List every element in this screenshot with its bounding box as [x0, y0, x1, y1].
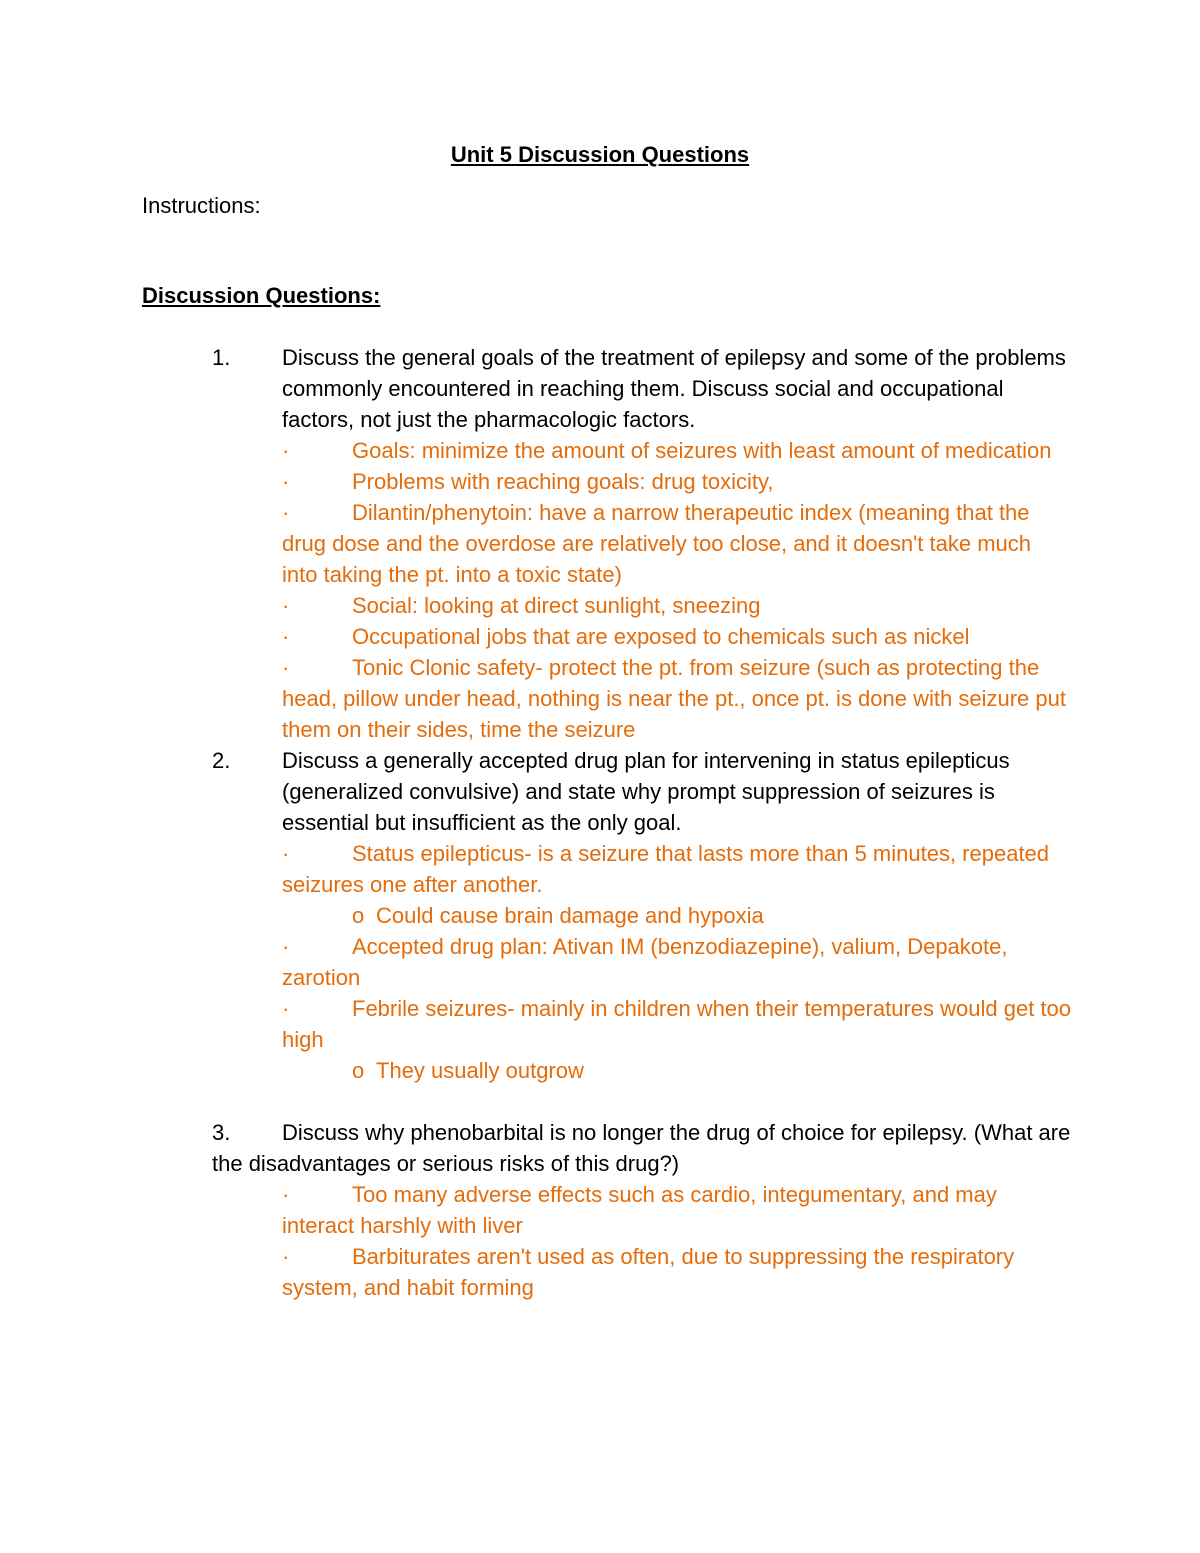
- bullet-marker: ·: [282, 438, 290, 463]
- answer-list: [212, 1179, 1072, 1303]
- answer-text: Accepted drug plan: Ativan IM (benzodiazepine), valium, Depakote, zarotion: [282, 934, 1008, 990]
- question-number: 2.: [212, 748, 231, 773]
- question-1: [212, 342, 1072, 745]
- question-text-block: [212, 745, 1072, 838]
- bullet-marker: ·: [282, 500, 290, 525]
- answer-text: Barbiturates aren't used as often, due to suppressing the respiratory system, and habit forming: [282, 1244, 1015, 1300]
- answer-item: [282, 838, 1072, 900]
- answer-text: Social: looking at direct sunlight, sneezing: [352, 593, 761, 618]
- bullet-marker: ·: [282, 841, 290, 866]
- bullet-marker: ·: [282, 1244, 290, 1269]
- sub-bullet-marker: o: [352, 1058, 365, 1083]
- answer-text: Dilantin/phenytoin: have a narrow therapeutic index (meaning that the drug dose and the overdose are relatively too close, and it doesn't take much into taking the pt. into a toxic state): [282, 500, 1031, 587]
- sub-answer-text: Could cause brain damage and hypoxia: [376, 903, 764, 928]
- answer-item: [282, 1241, 1072, 1303]
- sub-bullet-marker: o: [352, 903, 365, 928]
- spacer: [212, 1086, 1072, 1117]
- answer-item: [282, 497, 1072, 590]
- question-text-block: [212, 342, 1072, 435]
- question-number: 1.: [212, 345, 231, 370]
- bullet-marker: ·: [282, 996, 290, 1021]
- answer-item: [282, 466, 1072, 497]
- question-2: [212, 745, 1072, 1086]
- answer-list: [212, 838, 1072, 1086]
- bullet-marker: ·: [282, 593, 290, 618]
- answer-text: Status epilepticus- is a seizure that lasts more than 5 minutes, repeated seizures one after another.: [282, 841, 1050, 897]
- answer-item: [282, 931, 1072, 993]
- question-list: [212, 342, 1072, 1303]
- bullet-marker: ·: [282, 655, 290, 680]
- answer-text: Problems with reaching goals: drug toxicity,: [352, 469, 774, 494]
- question-3: [212, 1117, 1072, 1303]
- question-number: 3.: [212, 1120, 231, 1145]
- page-title: Unit 5 Discussion Questions: [450, 142, 750, 167]
- answer-item: [282, 590, 1072, 621]
- bullet-marker: ·: [282, 1182, 290, 1207]
- answer-item: [282, 993, 1072, 1055]
- answer-text: Goals: minimize the amount of seizures with least amount of medication: [352, 438, 1052, 463]
- sub-answer-item: [352, 1055, 1072, 1086]
- sub-answer-text: They usually outgrow: [376, 1058, 584, 1083]
- question-text-block: [212, 1117, 1072, 1179]
- answer-list: [212, 435, 1072, 745]
- question-text: Discuss the general goals of the treatment of epilepsy and some of the problems commonly encountered in reaching them. Discuss social and occupational factors, not just the pharmacologic factors.: [282, 345, 1066, 432]
- answer-item: [282, 1179, 1072, 1241]
- instructions-label: Instructions:: [142, 193, 261, 218]
- answer-item: [282, 621, 1072, 652]
- answer-text: Occupational jobs that are exposed to chemicals such as nickel: [352, 624, 970, 649]
- question-text: Discuss a generally accepted drug plan for intervening in status epilepticus (generalized convulsive) and state why prompt suppression of seizures is essential but insufficient as the only goal.: [282, 748, 1010, 835]
- question-text: Discuss why phenobarbital is no longer the drug of choice for epilepsy. (What are the disadvantages or serious risks of this drug?): [212, 1120, 1071, 1176]
- answer-text: Tonic Clonic safety- protect the pt. from seizure (such as protecting the head, pillow under head, nothing is near the pt., once pt. is done with seizure put them on their sides, time the seizure: [282, 655, 1066, 742]
- sub-answer-item: [352, 900, 1072, 931]
- section-heading: Discussion Questions:: [142, 283, 381, 308]
- answer-text: Febrile seizures- mainly in children when their temperatures would get too high: [282, 996, 1072, 1052]
- bullet-marker: ·: [282, 934, 290, 959]
- bullet-marker: ·: [282, 469, 290, 494]
- answer-item: [282, 435, 1072, 466]
- answer-text: Too many adverse effects such as cardio, integumentary, and may interact harshly with liver: [282, 1182, 997, 1238]
- answer-item: [282, 652, 1072, 745]
- bullet-marker: ·: [282, 624, 290, 649]
